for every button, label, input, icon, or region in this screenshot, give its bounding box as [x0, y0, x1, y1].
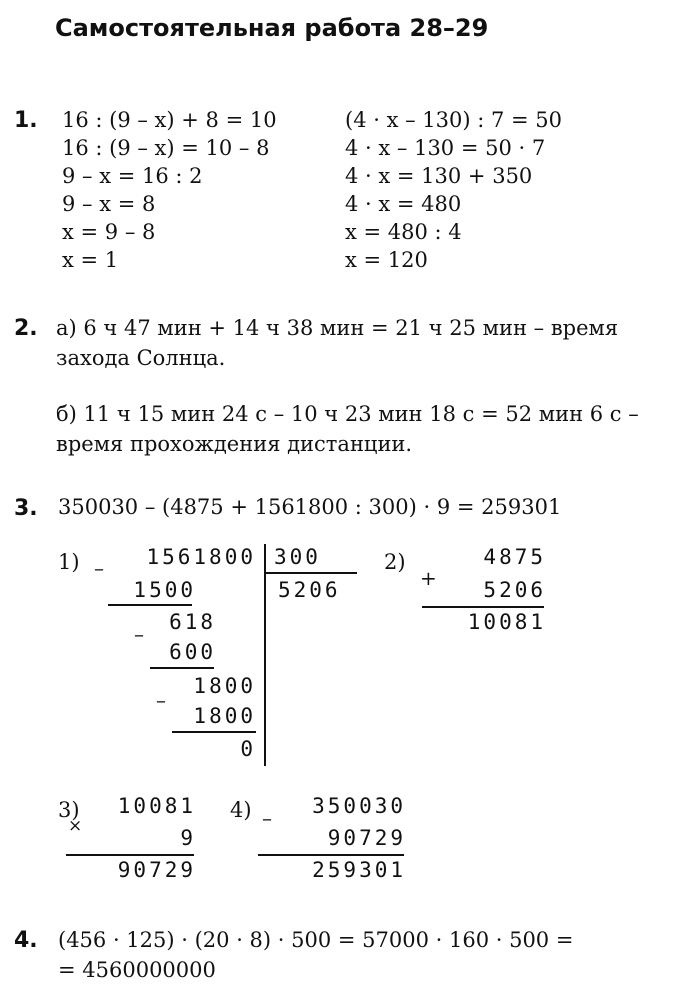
division-bar — [264, 544, 266, 766]
subtrahend-3: 1800 — [193, 704, 256, 728]
equation-line: 4 · x – 130 = 50 · 7 — [345, 136, 546, 160]
problem-1-right-column — [345, 106, 562, 274]
equation-line: x = 1 — [62, 248, 119, 272]
equation-line: x = 120 — [345, 248, 428, 272]
page-title: Самостоятельная работа 28–29 — [55, 14, 489, 42]
minus-sign: – — [156, 688, 166, 712]
sum-result: 10081 — [467, 610, 546, 634]
subtrahend-2: 600 — [169, 640, 216, 664]
difference-result: 259301 — [312, 858, 406, 882]
equation-line: x = 9 – 8 — [62, 220, 156, 244]
step-3-label: 3) — [58, 798, 80, 822]
underline — [258, 854, 404, 856]
addend-1: 4875 — [483, 545, 546, 569]
remainder-2: 1800 — [193, 674, 256, 698]
subtrahend-1: 1500 — [133, 578, 196, 602]
problem-2-number: 2. — [14, 316, 38, 341]
step-4-label: 4) — [230, 798, 252, 822]
text-line: = 4560000000 — [58, 958, 216, 982]
minus-sign: – — [134, 622, 144, 646]
text-line: время прохождения дистанции. — [56, 432, 413, 456]
problem-2a — [56, 313, 618, 373]
text-line: б) 11 ч 15 мин 24 с – 10 ч 23 мин 18 с = 52 мин 6 с – — [56, 402, 639, 426]
plus-sign: + — [420, 566, 437, 590]
underline — [66, 854, 194, 856]
equation-line: (4 · x – 130) : 7 = 50 — [345, 108, 563, 132]
problem-1-number: 1. — [14, 108, 38, 133]
remainder-1: 618 — [169, 610, 216, 634]
quotient: 5206 — [278, 578, 341, 602]
minus-sign: – — [262, 806, 272, 830]
text-line: а) 6 ч 47 мин + 14 ч 38 мин = 21 ч 25 мин – время — [56, 316, 619, 340]
equation-line: 9 – x = 8 — [62, 192, 156, 216]
problem-4-solution — [58, 925, 573, 985]
underline — [108, 604, 192, 606]
step-2-label: 2) — [384, 550, 406, 574]
underline — [265, 572, 357, 574]
factor-1: 10081 — [117, 794, 196, 818]
equation-line: 4 · x = 130 + 350 — [345, 164, 533, 188]
times-sign: × — [68, 816, 83, 836]
underline — [150, 667, 214, 669]
underline — [422, 606, 544, 608]
problem-1-left-column — [62, 106, 277, 274]
factor-2: 9 — [180, 826, 196, 850]
problem-3-expression: 350030 – (4875 + 1561800 : 300) · 9 = 259301 — [58, 495, 562, 519]
addend-2: 5206 — [483, 578, 546, 602]
equation-line: 9 – x = 16 : 2 — [62, 164, 203, 188]
equation-line: x = 480 : 4 — [345, 220, 462, 244]
equation-line: 16 : (9 – x) = 10 – 8 — [62, 136, 270, 160]
text-line: (456 · 125) · (20 · 8) · 500 = 57000 · 160 · 500 = — [58, 928, 574, 952]
dividend: 1561800 — [146, 545, 256, 569]
final-remainder: 0 — [240, 737, 256, 761]
text-line: захода Солнца. — [56, 346, 226, 370]
problem-3-number: 3. — [14, 496, 38, 521]
product-result: 90729 — [117, 858, 196, 882]
minuend: 350030 — [312, 794, 406, 818]
problem-2b — [56, 399, 639, 459]
subtrahend: 90729 — [327, 826, 406, 850]
underline — [172, 731, 256, 733]
equation-line: 4 · x = 480 — [345, 192, 462, 216]
problem-4-number: 4. — [14, 928, 38, 953]
equation-line: 16 : (9 – x) + 8 = 10 — [62, 108, 277, 132]
step-1-label: 1) — [58, 550, 80, 574]
divisor: 300 — [274, 545, 321, 569]
minus-sign: – — [94, 556, 104, 580]
